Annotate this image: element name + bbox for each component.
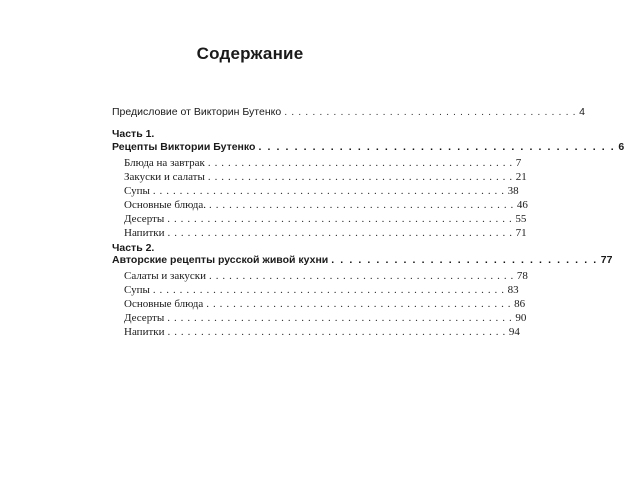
toc-entry-page: 21: [515, 171, 527, 183]
toc-entry-page: 38: [507, 185, 519, 197]
dot-leader: . . . . . . . . . . . . . . . . . . . . . . . . . . . . . . . . . . . . . . . . . . . . . .: [206, 298, 512, 310]
toc-entry-label: Супы: [124, 185, 150, 197]
toc-entry-drinks-2[interactable]: [124, 325, 520, 339]
toc-entry-page: 86: [514, 298, 526, 310]
dot-leader: . . . . . . . . . . . . . . . . . . . . . . . . . . . . . . . . . . . . . . . . . . . . . . . . . . .: [167, 326, 506, 338]
toc-entry-label: Супы: [124, 284, 150, 296]
toc-entry-label: Основные блюда.: [124, 199, 207, 211]
toc-entry-label: Десерты: [124, 213, 165, 225]
dot-leader: . . . . . . . . . . . . . . . . . . . . . . . . . . . . . . . . . . . . . . . . . . . . . .: [207, 171, 513, 183]
page-title: Содержание: [196, 44, 304, 63]
toc-entry-page: 4: [579, 106, 585, 118]
toc-entry-page: 7: [515, 157, 522, 169]
toc-entry-label: Основные блюда: [124, 298, 204, 310]
dot-leader: . . . . . . . . . . . . . . . . . . . . . . . . . . . . . . . . . . . . . . . .: [258, 141, 616, 153]
toc-entry-page: 71: [515, 227, 527, 239]
toc-entry-label: Рецепты Виктории Бутенко: [112, 141, 256, 153]
toc-entry-label: Напитки: [124, 227, 165, 239]
toc-entry-label: Десерты: [124, 312, 165, 324]
toc-entry-label: Салаты и закуски: [124, 270, 207, 282]
toc-entry-page: 77: [600, 254, 613, 266]
dot-leader: . . . . . . . . . . . . . . . . . . . . . . . . . . . . . . . . . . . . . . . . . . . . . . . . . . . .: [167, 227, 513, 239]
toc-entry-desserts[interactable]: [124, 212, 527, 226]
toc-entry-label: Напитки: [124, 326, 165, 338]
dot-leader: . . . . . . . . . . . . . . . . . . . . . . . . . . . . . . . . . . . . . . . . . . . . . . . . . . . . .: [152, 284, 505, 296]
dot-leader: . . . . . . . . . . . . . . . . . . . . . . . . . . . . . .: [331, 254, 598, 266]
part-1-heading: Часть 1.: [112, 128, 155, 140]
toc-entry-desserts-2[interactable]: [124, 311, 527, 325]
toc-entry-part-2[interactable]: [112, 253, 613, 267]
toc-entry-part-1[interactable]: [112, 140, 624, 154]
toc-entry-drinks[interactable]: [124, 226, 527, 240]
toc-entry-page: 83: [507, 284, 519, 296]
toc-entry-main-dishes[interactable]: [124, 198, 528, 212]
toc-entry-label: Авторские рецепты русской живой кухни: [112, 254, 329, 266]
dot-leader: . . . . . . . . . . . . . . . . . . . . . . . . . . . . . . . . . . . . . . . . . . . . . .: [209, 270, 514, 282]
toc-entry-soups-2[interactable]: [124, 283, 519, 297]
dot-leader: . . . . . . . . . . . . . . . . . . . . . . . . . . . . . . . . . . . . . . . . . . . . . .: [209, 199, 514, 211]
toc-entry-page: 78: [516, 270, 528, 282]
part-2-heading: Часть 2.: [112, 242, 155, 254]
toc-entry-label: Закуски и салаты: [124, 171, 205, 183]
toc-entry-salads-snacks[interactable]: [124, 269, 528, 283]
toc-entry-preface[interactable]: [112, 105, 585, 119]
toc-entry-page: 55: [515, 213, 527, 225]
toc-entry-breakfast[interactable]: [124, 156, 522, 170]
dot-leader: . . . . . . . . . . . . . . . . . . . . . . . . . . . . . . . . . . . . . . . . . .: [284, 106, 577, 118]
dot-leader: . . . . . . . . . . . . . . . . . . . . . . . . . . . . . . . . . . . . . . . . . . . . . .: [207, 157, 513, 169]
toc-entry-snacks-salads[interactable]: [124, 170, 527, 184]
dot-leader: . . . . . . . . . . . . . . . . . . . . . . . . . . . . . . . . . . . . . . . . . . . . . . . . . . . . .: [152, 185, 505, 197]
toc-entry-main-dishes-2[interactable]: [124, 297, 526, 311]
dot-leader: . . . . . . . . . . . . . . . . . . . . . . . . . . . . . . . . . . . . . . . . . . . . . . . . . . . .: [167, 312, 513, 324]
toc-entry-soups[interactable]: [124, 184, 519, 198]
toc-entry-page: 46: [516, 199, 528, 211]
toc-entry-label: Предисловие от Викторин Бутенко: [112, 106, 282, 118]
toc-entry-page: 6: [618, 141, 624, 153]
toc-entry-label: Блюда на завтрак: [124, 157, 205, 169]
toc-entry-page: 94: [508, 326, 520, 338]
dot-leader: . . . . . . . . . . . . . . . . . . . . . . . . . . . . . . . . . . . . . . . . . . . . . . . . . . . .: [167, 213, 513, 225]
toc-entry-page: 90: [515, 312, 527, 324]
